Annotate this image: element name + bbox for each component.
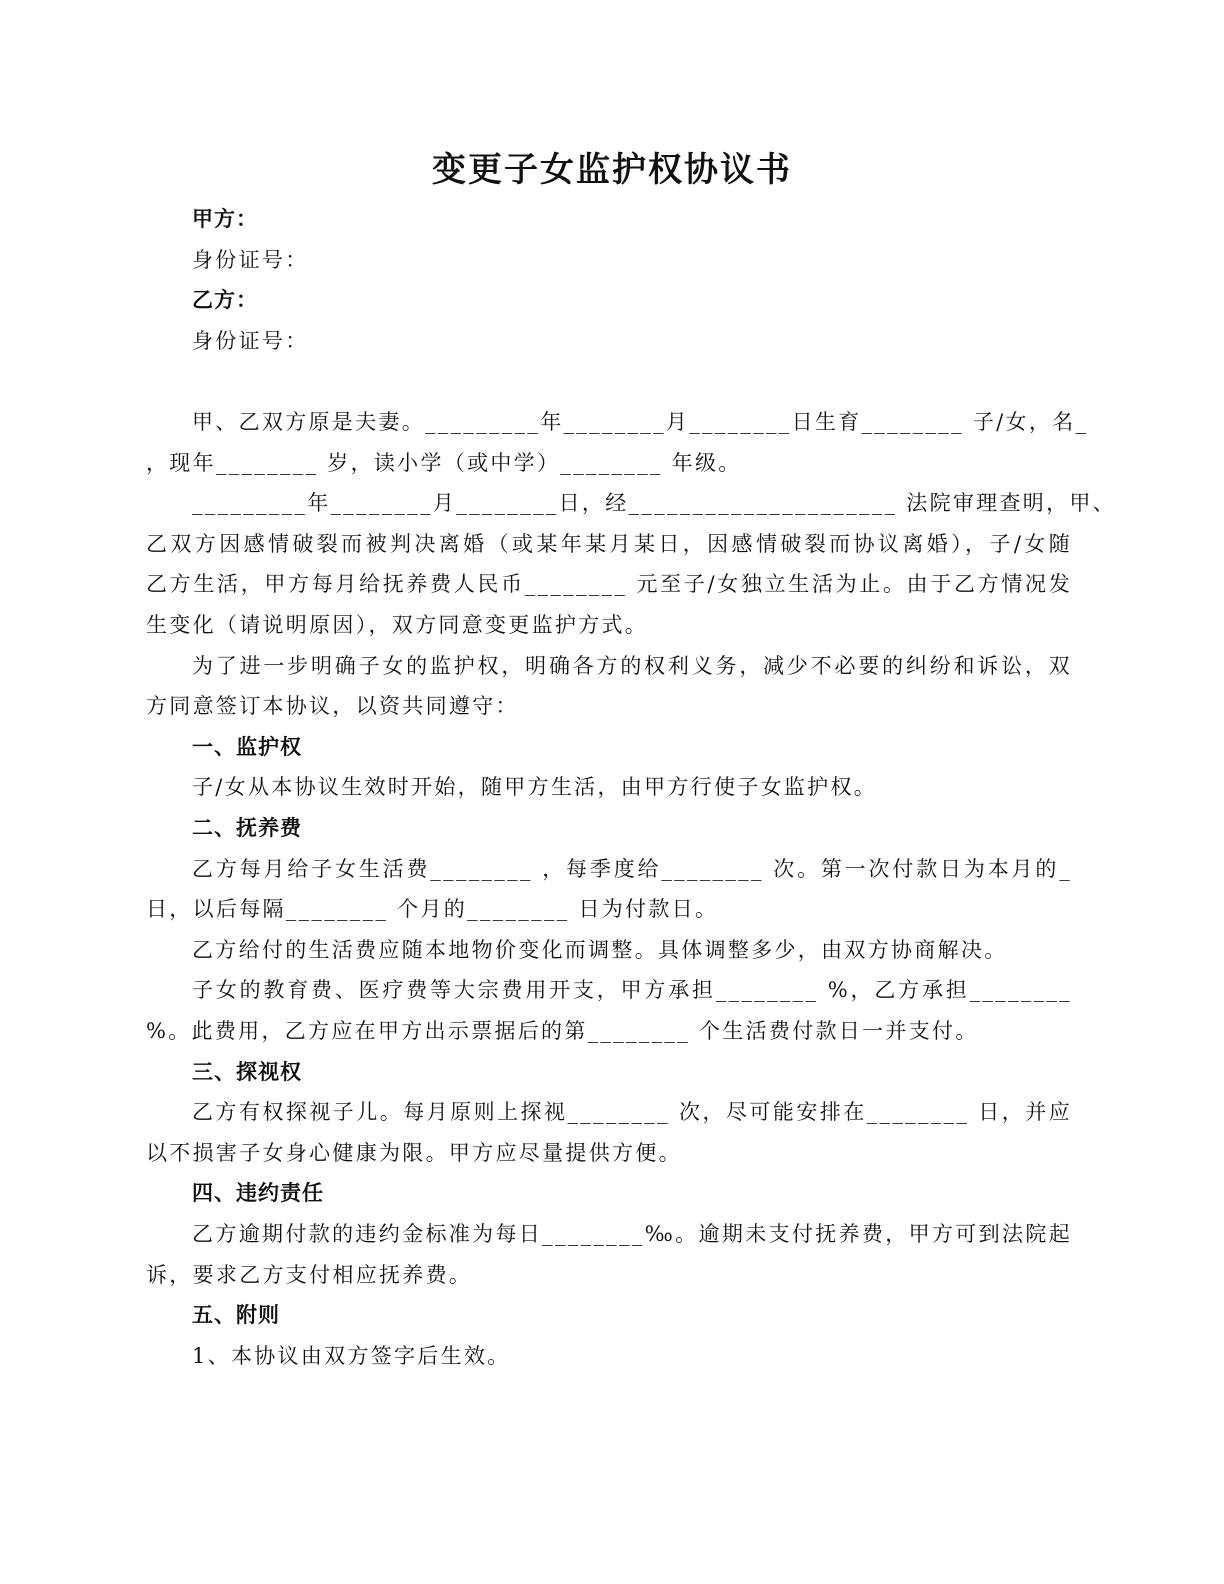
preamble-line: 乙方生活，甲方每月给抚养费人民币________ 元至子/女独立生活为止。由于乙方情况发 [146,572,1072,596]
section-text: 乙方每月给子女生活费________ ，每季度给________ 次。第一次付款日为本月的_ [192,857,1072,881]
section-text: 子女的教育费、医疗费等大宗费用开支，甲方承担________ %，乙方承担________ [192,978,1072,1002]
section-heading-guardianship: 一、监护权 [192,735,302,759]
section-heading-supplementary: 五、附则 [192,1303,280,1327]
preamble-line: 方同意签订本协议，以资共同遵守： [146,694,519,718]
preamble-line: 生变化（请说明原因），双方同意变更监护方式。 [146,613,649,637]
section-heading-visitation: 三、探视权 [192,1060,302,1084]
preamble-line: 乙双方因感情破裂而被判决离婚（或某年某月某日，因感情破裂而协议离婚），子/女随 [146,532,1072,556]
section-text: %。此费用，乙方应在甲方出示票据后的第________ 个生活费付款日一并支付。 [146,1019,979,1043]
party-a-id-label: 身份证号： [192,248,309,272]
section-text: 以不损害子女身心健康为限。甲方应尽量提供方便。 [146,1141,682,1165]
section-text: 乙方给付的生活费应随本地物价变化而调整。具体调整多少，由双方协商解决。 [192,938,1008,962]
section-heading-liability: 四、违约责任 [192,1181,324,1205]
party-b-label: 乙方： [192,288,258,312]
section-text: 子/女从本协议生效时开始，随甲方生活，由甲方行使子女监护权。 [192,775,878,799]
section-text: 1、本协议由双方签字后生效。 [192,1344,511,1368]
section-text: 乙方有权探视子儿。每月原则上探视________ 次，尽可能安排在________ 日，并应 [192,1100,1072,1124]
section-text: 诉，要求乙方支付相应抚养费。 [146,1263,473,1287]
section-text: 日，以后每隔________ 个月的________ 日为付款日。 [146,897,719,921]
section-text: 乙方逾期付款的违约金标准为每日________‰。逾期未支付抚养费，甲方可到法院起 [192,1222,1072,1246]
preamble-line: 甲、乙双方原是夫妻。_________年________月________日生育________ 子/女，名_ [192,410,1089,434]
preamble-line: ，现年________ 岁，读小学（或中学）________ 年级。 [146,451,742,475]
section-heading-support: 二、抚养费 [192,816,302,840]
preamble-line: 为了进一步明确子女的监护权，明确各方的权利义务，减少不必要的纠纷和诉讼，双 [192,654,1072,678]
party-b-id-label: 身份证号： [192,329,309,353]
party-a-label: 甲方： [192,207,258,231]
preamble-line: _________年________月________日，经_____________________ 法院审理查明，甲、 [192,491,1116,515]
document-title: 变更子女监护权协议书 [432,150,792,190]
